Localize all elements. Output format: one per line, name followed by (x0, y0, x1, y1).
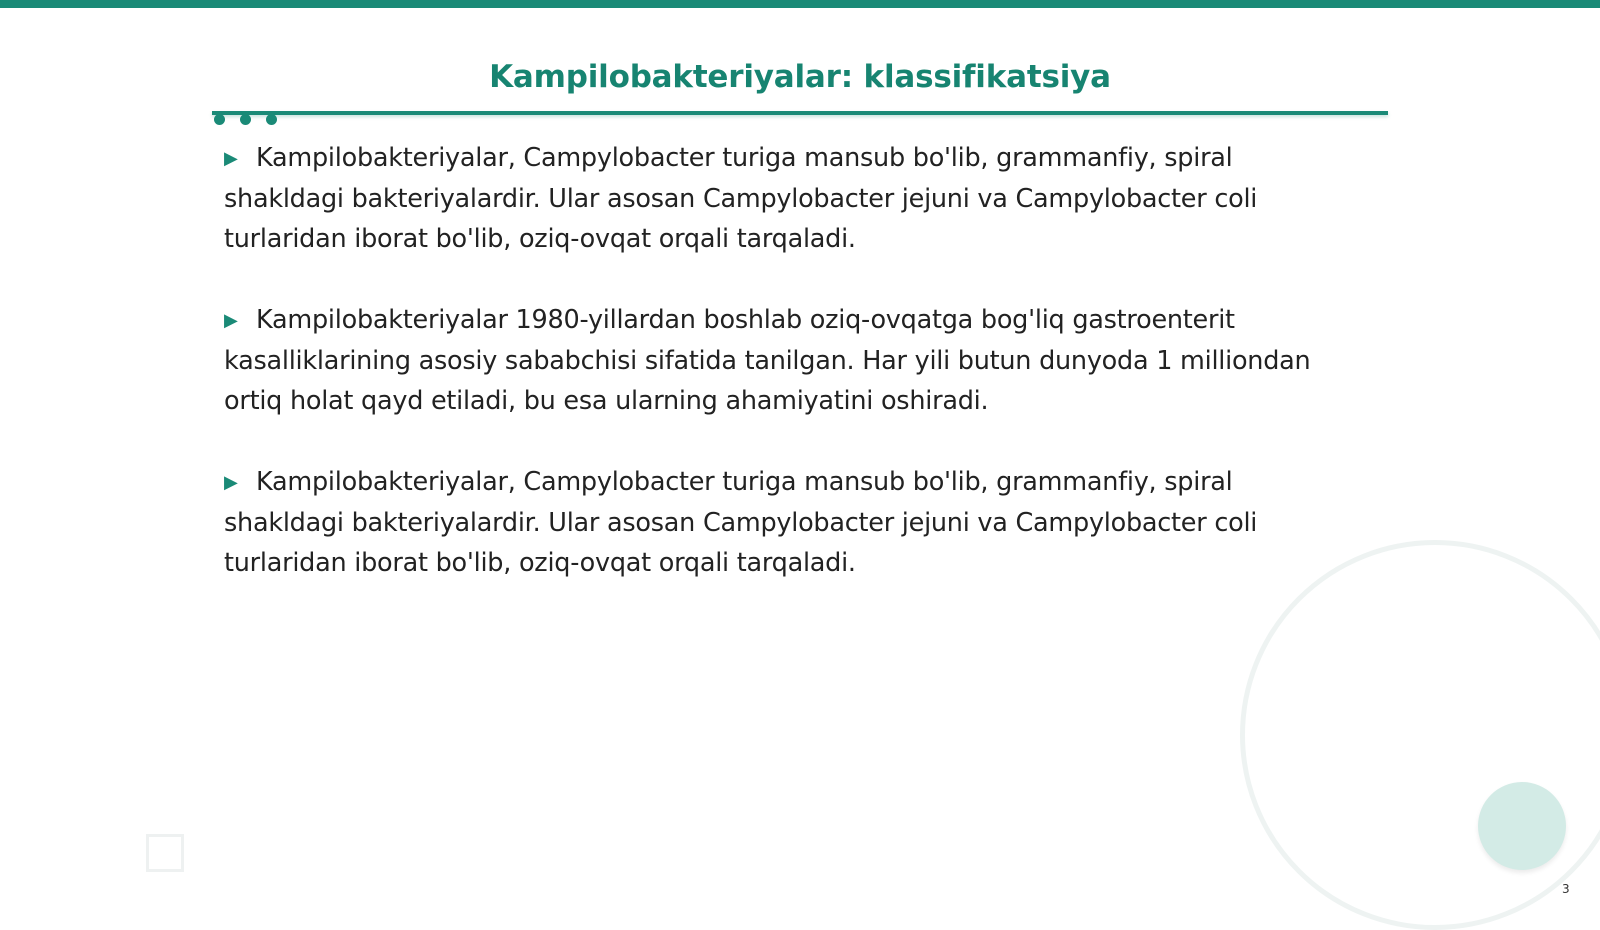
bullet-item-1 (224, 138, 1354, 259)
bullet-text: Kampilobakteriyalar, Campylobacter turiga mansub bo'lib, grammanfiy, spiral shakldagi bakteriyalardir. Ular asosan Campylobacter jejuni va Campylobacter coli turlaridan iborat bo'lib, oziq-ovqat orqali tarqaladi. (224, 467, 1258, 578)
top-accent-bar (0, 0, 1600, 8)
bullet-text: Kampilobakteriyalar 1980-yillardan boshlab oziq-ovqatga bog'liq gastroenterit kasalliklarining asosiy sababchisi sifatida tanilgan. Har yili butun dunyoda 1 milliondan ortiq holat qayd etiladi, bu esa ularning ahamiyatini oshiradi. (224, 305, 1311, 416)
decorative-disc (1478, 782, 1566, 870)
page-number: 3 (1562, 882, 1570, 896)
underline-dot-3 (266, 114, 277, 125)
play-arrow-icon: ▶ (224, 310, 238, 331)
decorative-ring (1240, 540, 1600, 930)
decorative-square (146, 834, 184, 872)
bullet-list (224, 138, 1354, 624)
play-arrow-icon: ▶ (224, 472, 238, 493)
underline-dot-2 (240, 114, 251, 125)
underline-dot-1 (214, 114, 225, 125)
slide-title: Kampilobakteriyalar: klassifikatsiya (489, 59, 1111, 95)
bullet-item-2 (224, 300, 1354, 421)
bullet-item-3 (224, 462, 1354, 583)
play-arrow-icon: ▶ (224, 148, 238, 169)
bullet-text: Kampilobakteriyalar, Campylobacter turiga mansub bo'lib, grammanfiy, spiral shakldagi bakteriyalardir. Ular asosan Campylobacter jejuni va Campylobacter coli turlaridan iborat bo'lib, oziq-ovqat orqali tarqaladi. (224, 143, 1258, 254)
title-underline (212, 111, 1388, 115)
